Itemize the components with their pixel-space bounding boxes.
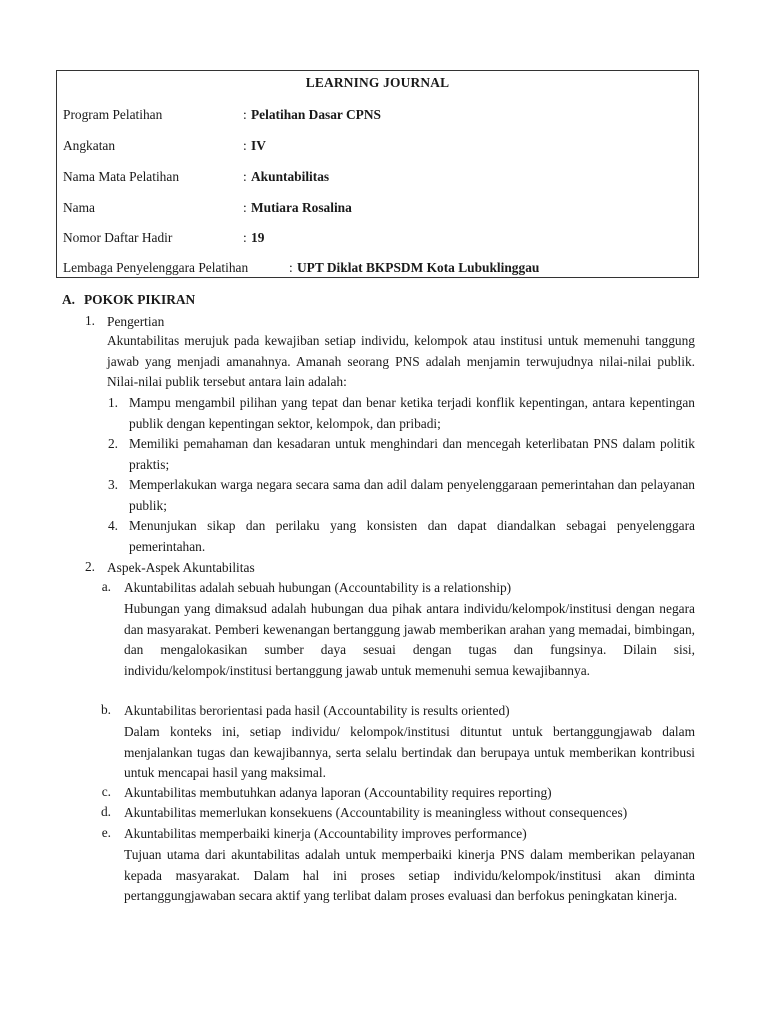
header-value: IV (251, 138, 266, 153)
header-label: Angkatan (63, 138, 116, 153)
aspect-marker: b. (100, 702, 111, 717)
header-value: Pelatihan Dasar CPNS (251, 107, 381, 122)
header-value: Mutiara Rosalina (251, 200, 352, 215)
aspect-title: Akuntabilitas berorientasi pada hasil (Accountability is results oriented) (124, 703, 510, 718)
aspect-marker: d. (100, 804, 111, 819)
item-title: Pengertian (107, 314, 165, 329)
aspect-marker: e. (101, 825, 111, 840)
header-label: Nama Mata Pelatihan (63, 169, 180, 184)
value-item: Mampu mengambil pilihan yang tepat dan benar ketika terjadi konflik kepentingan, antara kepentingan publik dengan kepentingan sektor, kelompok, dan pribadi; (129, 395, 695, 431)
item-marker: 2. (84, 559, 95, 574)
section-marker: A. (62, 292, 76, 307)
value-item: Menunjukan sikap dan perilaku yang konsisten dan dapat diandalkan sebagai penyelenggara pemerintahan. (129, 518, 695, 554)
aspect-title: Akuntabilitas memperbaiki kinerja (Accountability improves performance) (124, 826, 527, 841)
header-colon: : (243, 107, 247, 122)
header-value: Akuntabilitas (251, 169, 330, 184)
header-colon: : (289, 260, 293, 275)
header-colon: : (243, 169, 247, 184)
item-paragraph: Akuntabilitas merujuk pada kewajiban setiap individu, kelompok atau institusi untuk memenuhi tanggung jawab yang menjadi amanahnya. Amanah seorang PNS adalah menjamin terwujudnya nilai-nilai publik. Nilai-nilai publik tersebut antara lain adalah: (107, 333, 695, 390)
header-label: Nama (63, 200, 95, 215)
item-title: Aspek-Aspek Akuntabilitas (107, 560, 255, 575)
header-colon: : (243, 138, 247, 153)
header-value: 19 (251, 230, 265, 245)
item-marker: 1. (84, 313, 95, 328)
aspect-body: Dalam konteks ini, setiap individu/ kelompok/institusi dituntut untuk bertanggungjawab dalam menjalankan tugas dan kewajibannya, serta selalu bertindak dan berupaya untuk memberikan kontribusi untuk mencapai hasil yang maksimal. (124, 724, 695, 781)
header-label: Lembaga Penyelenggara Pelatihan (63, 260, 249, 275)
value-marker: 1. (107, 395, 118, 410)
header-label: Nomor Daftar Hadir (63, 230, 173, 245)
value-marker: 3. (107, 477, 118, 492)
header-colon: : (243, 230, 247, 245)
section-title: POKOK PIKIRAN (84, 292, 196, 307)
journal-title: LEARNING JOURNAL (305, 75, 450, 90)
value-marker: 2. (107, 436, 118, 451)
value-item: Memiliki pemahaman dan kesadaran untuk menghindari dan mencegah keterlibatan PNS dalam politik praktis; (129, 436, 695, 472)
aspect-body: Hubungan yang dimaksud adalah hubungan dua pihak antara individu/kelompok/institusi dengan negara dan masyarakat. Pemberi kewenangan bertanggung jawab memberikan arahan yang memadai, bimbingan, dan mengalokasikan sumber daya sesuai dengan tugas dan fungsinya. Dilain sisi, individu/kelompok/institusi bertanggung jawab untuk memenuhi semua kewajibannya. (124, 601, 695, 678)
aspect-title: Akuntabilitas memerlukan konsekuens (Accountability is meaningless without consequences) (124, 805, 628, 820)
header-value: UPT Diklat BKPSDM Kota Lubuklinggau (297, 260, 540, 275)
aspect-title: Akuntabilitas membutuhkan adanya laporan (Accountability requires reporting) (124, 785, 552, 800)
aspect-title: Akuntabilitas adalah sebuah hubungan (Accountability is a relationship) (124, 580, 512, 595)
aspect-marker: c. (101, 784, 111, 799)
header-colon: : (243, 200, 247, 215)
section-heading (62, 292, 195, 308)
header-box (56, 70, 699, 278)
header-label: Program Pelatihan (63, 107, 163, 122)
value-marker: 4. (107, 518, 118, 533)
aspect-marker: a. (101, 579, 111, 594)
aspect-body: Tujuan utama dari akuntabilitas adalah untuk memperbaiki kinerja PNS dalam memberikan pelayanan kepada masyarakat. Dalam hal ini proses setiap individu/kelompok/institusi akan diminta pertanggungjawaban secara aktif yang terlibat dalam proses evaluasi dan berfokus peningkatan kinerja. (124, 847, 695, 904)
value-item: Memperlakukan warga negara secara sama dan adil dalam penyelenggaraan pemerintahan dan pelayanan publik; (129, 477, 695, 513)
